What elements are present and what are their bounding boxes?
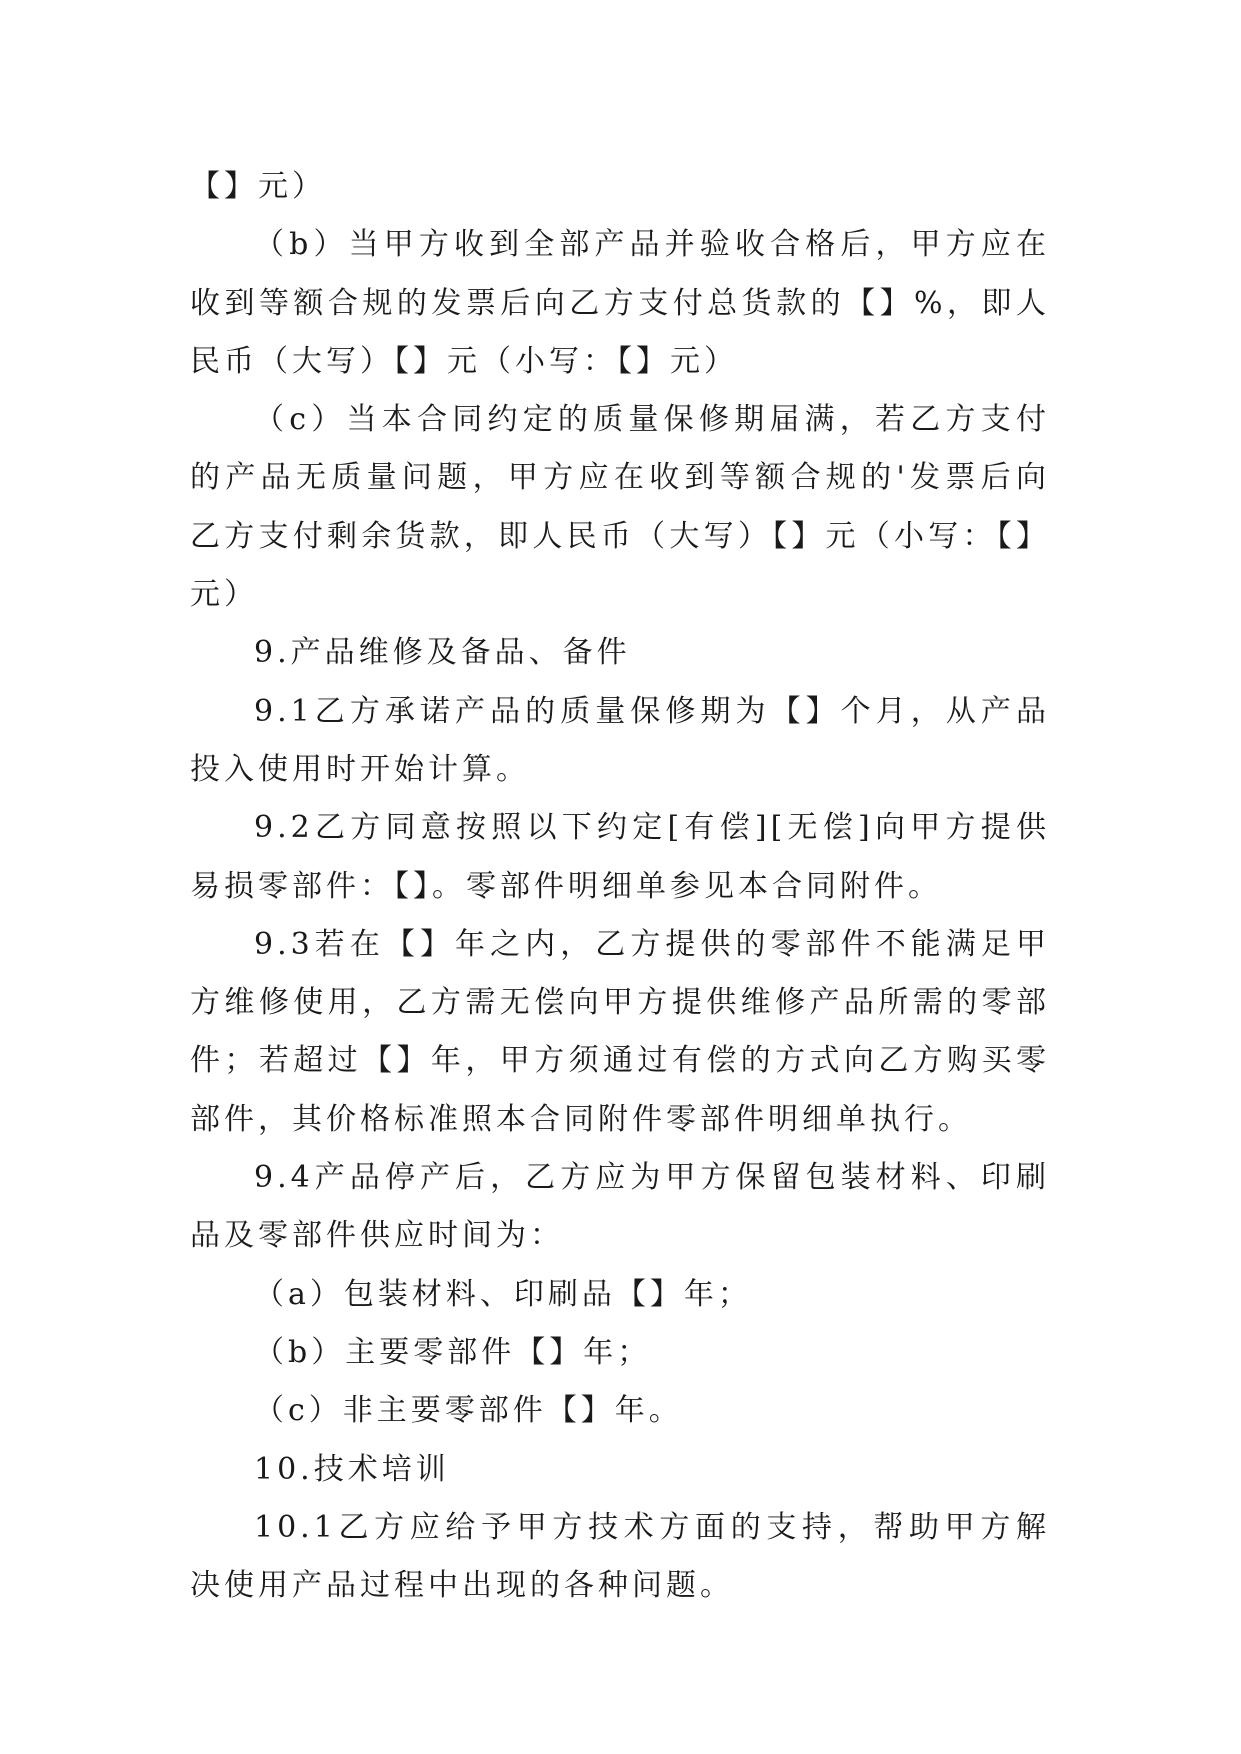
- clause-9-1: 9.1乙方承诺产品的质量保修期为【】个月，从产品投入使用时开始计算。: [190, 693, 1050, 787]
- clause-9-4-b: （b）主要零部件【】年；: [254, 1334, 652, 1370]
- clause-9-3: 9.3若在【】年之内，乙方提供的零部件不能满足甲方维修使用，乙方需无偿向甲方提供维修产品所需的零部件；若超过【】年，甲方须通过有偿的方式向乙方购买零部件，其价格标准照本合同附件零部件明细单执行。: [190, 926, 1050, 1137]
- section-heading-9: 9.产品维修及备品、备件: [254, 635, 631, 671]
- clause-9-4-a: （a）包装材料、印刷品【】年；: [254, 1276, 752, 1312]
- section-heading-10: 10.技术培训: [254, 1451, 450, 1487]
- clause-9-2: 9.2乙方同意按照以下约定[有偿][无偿]向甲方提供易损零部件：【】。零部件明细单参见本合同附件。: [190, 810, 1050, 904]
- document-body: [190, 158, 1050, 1615]
- paragraph-payment-c: （c）当本合同约定的质量保修期届满，若乙方支付的产品无质量问题，甲方应在收到等额合规的'发票后向乙方支付剩余货款，即人民币（大写）【】元（小写：【】元）: [190, 402, 1050, 613]
- clause-10-1: 10.1乙方应给予甲方技术方面的支持，帮助甲方解决使用产品过程中出现的各种问题。: [190, 1509, 1050, 1604]
- clause-9-4: 9.4产品停产后，乙方应为甲方保留包装材料、印刷品及零部件供应时间为：: [190, 1160, 1050, 1254]
- paragraph-payment-amount-tail: 【】元）: [190, 169, 326, 204]
- paragraph-payment-b: （b）当甲方收到全部产品并验收合格后，甲方应在收到等额合规的发票后向乙方支付总货款的【】%，即人民币（大写）【】元（小写：【】元）: [190, 227, 1050, 379]
- clause-9-4-c: （c）非主要零部件【】年。: [254, 1393, 683, 1429]
